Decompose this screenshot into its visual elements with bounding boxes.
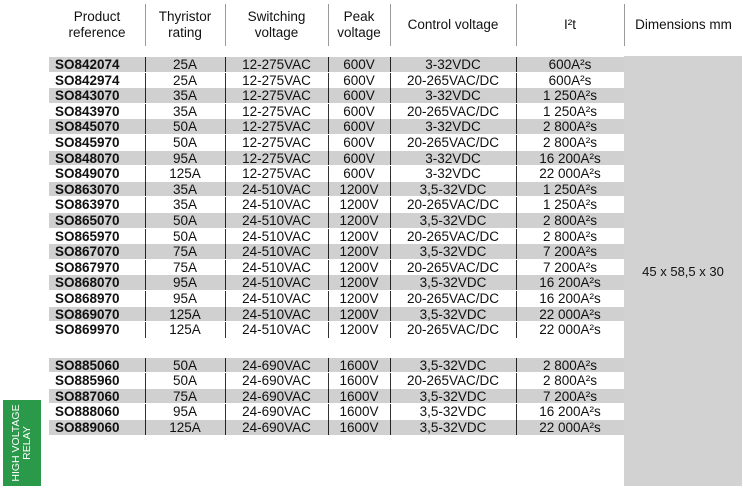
cell-control-voltage: 20-265VAC/DC xyxy=(406,290,500,306)
header-product-reference: Product reference xyxy=(68,9,126,40)
column-divider xyxy=(390,166,391,182)
cell-i2t: 2 800A²s xyxy=(542,357,598,373)
table-row xyxy=(49,260,624,276)
column-divider xyxy=(225,104,226,120)
table-row xyxy=(49,244,624,260)
cell-i2t: 1 250A²s xyxy=(542,103,598,119)
column-divider xyxy=(328,88,329,104)
table-row xyxy=(49,358,624,374)
cell-product-reference: SO869070 xyxy=(55,306,120,322)
cell-thyristor-rating: 50A xyxy=(172,228,198,244)
cell-product-reference: SO863070 xyxy=(55,181,120,197)
cell-switching-voltage: 24-510VAC xyxy=(242,197,311,213)
column-divider xyxy=(516,213,517,229)
cell-thyristor-rating: 125A xyxy=(169,322,201,338)
cell-thyristor-rating: 125A xyxy=(169,306,201,322)
cell-peak-voltage: 1600V xyxy=(339,420,379,436)
table-row xyxy=(49,119,624,135)
cell-control-voltage: 3,5-32VDC xyxy=(419,212,487,228)
cell-peak-voltage: 600V xyxy=(343,166,375,182)
cell-switching-voltage: 24-510VAC xyxy=(242,244,311,260)
cell-control-voltage: 3-32VDC xyxy=(425,119,481,135)
column-divider xyxy=(328,151,329,167)
column-divider xyxy=(225,135,226,151)
cell-thyristor-rating: 75A xyxy=(172,244,198,260)
column-divider xyxy=(390,420,391,436)
cell-switching-voltage: 12-275VAC xyxy=(242,103,311,119)
cell-peak-voltage: 1600V xyxy=(339,388,379,404)
column-divider xyxy=(390,244,391,260)
cell-i2t: 1 250A²s xyxy=(542,181,598,197)
column-divider xyxy=(145,322,146,338)
cell-product-reference: SO887060 xyxy=(55,388,120,404)
column-divider xyxy=(225,151,226,167)
header-dimensions: Dimensions mm xyxy=(635,17,732,32)
column-divider xyxy=(145,260,146,276)
column-divider xyxy=(225,73,226,89)
cell-control-voltage: 20-265VAC/DC xyxy=(406,322,500,338)
column-divider xyxy=(328,389,329,405)
cell-product-reference: SO843070 xyxy=(55,88,120,104)
cell-product-reference: SO843970 xyxy=(55,103,120,119)
table-row xyxy=(49,229,624,245)
cell-peak-voltage: 1200V xyxy=(339,244,379,260)
cell-thyristor-rating: 95A xyxy=(172,150,198,166)
cell-control-voltage: 20-265VAC/DC xyxy=(406,134,500,150)
column-divider xyxy=(145,291,146,307)
column-divider xyxy=(225,420,226,436)
cell-thyristor-rating: 50A xyxy=(172,119,198,135)
cell-i2t: 16 200A²s xyxy=(539,404,601,420)
cell-peak-voltage: 1200V xyxy=(339,290,379,306)
cell-thyristor-rating: 95A xyxy=(172,275,198,291)
column-divider xyxy=(390,119,391,135)
cell-product-reference: SO849070 xyxy=(55,166,120,182)
column-divider xyxy=(328,275,329,291)
cell-i2t: 600A²s xyxy=(548,57,592,72)
header-thyristor-rating: Thyristor rating xyxy=(158,9,212,40)
cell-product-reference: SO888060 xyxy=(55,404,120,420)
column-divider xyxy=(390,389,391,405)
column-divider xyxy=(225,404,226,420)
cell-control-voltage: 20-265VAC/DC xyxy=(406,197,500,213)
column-divider xyxy=(225,57,226,73)
cell-i2t: 22 000A²s xyxy=(539,166,601,182)
column-divider xyxy=(390,322,391,338)
column-divider xyxy=(516,404,517,420)
cell-thyristor-rating: 35A xyxy=(172,88,198,104)
column-divider xyxy=(516,307,517,323)
cell-control-voltage: 3,5-32VDC xyxy=(419,275,487,291)
table-row xyxy=(49,404,624,420)
cell-control-voltage: 3-32VDC xyxy=(425,88,481,104)
cell-thyristor-rating: 50A xyxy=(172,134,198,150)
column-divider xyxy=(516,73,517,89)
table-row xyxy=(49,389,624,405)
column-divider xyxy=(225,119,226,135)
cell-thyristor-rating: 75A xyxy=(172,259,198,275)
cell-thyristor-rating: 50A xyxy=(172,212,198,228)
cell-switching-voltage: 24-690VAC xyxy=(242,388,311,404)
column-divider xyxy=(225,88,226,104)
cell-switching-voltage: 24-510VAC xyxy=(242,322,311,338)
column-divider xyxy=(328,260,329,276)
cell-thyristor-rating: 50A xyxy=(172,373,198,389)
badge-line-2: RELAY xyxy=(21,426,33,460)
column-divider xyxy=(516,88,517,104)
column-divider xyxy=(225,358,226,374)
cell-i2t: 7 200A²s xyxy=(542,388,598,404)
cell-thyristor-rating: 50A xyxy=(172,357,198,373)
cell-switching-voltage: 12-275VAC xyxy=(242,119,311,135)
table-row xyxy=(49,197,624,213)
cell-product-reference: SO868970 xyxy=(55,290,120,306)
high-voltage-relay-label xyxy=(11,404,33,481)
cell-thyristor-rating: 125A xyxy=(169,166,201,182)
cell-control-voltage: 20-265VAC/DC xyxy=(406,228,500,244)
cell-thyristor-rating: 35A xyxy=(172,103,198,119)
cell-product-reference: SO867070 xyxy=(55,244,120,260)
column-divider xyxy=(225,373,226,389)
cell-switching-voltage: 24-690VAC xyxy=(242,404,311,420)
high-voltage-relay-badge xyxy=(3,400,41,486)
cell-control-voltage: 20-265VAC/DC xyxy=(406,103,500,119)
header-peak-voltage: Peak voltage xyxy=(337,9,381,40)
column-divider xyxy=(328,229,329,245)
cell-switching-voltage: 12-275VAC xyxy=(242,72,311,88)
cell-thyristor-rating: 35A xyxy=(172,197,198,213)
cell-peak-voltage: 600V xyxy=(343,57,375,72)
header-switching-voltage: Switching voltage xyxy=(247,9,306,40)
column-divider xyxy=(516,119,517,135)
cell-control-voltage: 3-32VDC xyxy=(425,166,481,182)
column-divider xyxy=(516,291,517,307)
cell-control-voltage: 3,5-32VDC xyxy=(419,306,487,322)
cell-control-voltage: 3,5-32VDC xyxy=(419,404,487,420)
cell-product-reference: SO869970 xyxy=(55,322,120,338)
column-divider xyxy=(225,182,226,198)
column-divider xyxy=(145,307,146,323)
cell-peak-voltage: 600V xyxy=(343,88,375,104)
column-divider xyxy=(328,182,329,198)
column-divider xyxy=(390,291,391,307)
column-divider xyxy=(516,229,517,245)
column-divider xyxy=(328,213,329,229)
cell-product-reference: SO868070 xyxy=(55,275,120,291)
column-divider xyxy=(390,197,391,213)
column-divider xyxy=(390,213,391,229)
column-divider xyxy=(225,229,226,245)
cell-peak-voltage: 600V xyxy=(343,72,375,88)
cell-peak-voltage: 600V xyxy=(343,103,375,119)
column-divider xyxy=(516,166,517,182)
cell-switching-voltage: 12-275VAC xyxy=(242,150,311,166)
column-divider xyxy=(390,135,391,151)
column-divider xyxy=(516,57,517,73)
cell-product-reference: SO863970 xyxy=(55,197,120,213)
column-divider xyxy=(328,322,329,338)
cell-switching-voltage: 24-510VAC xyxy=(242,275,311,291)
column-divider xyxy=(145,244,146,260)
cell-i2t: 16 200A²s xyxy=(539,275,601,291)
cell-control-voltage: 3,5-32VDC xyxy=(419,388,487,404)
cell-control-voltage: 3-32VDC xyxy=(425,57,481,72)
table-row xyxy=(49,88,624,104)
column-divider xyxy=(225,213,226,229)
column-divider xyxy=(390,182,391,198)
table-row xyxy=(49,166,624,182)
header-control-voltage: Control voltage xyxy=(407,17,499,32)
column-divider xyxy=(145,166,146,182)
cell-peak-voltage: 1200V xyxy=(339,228,379,244)
cell-control-voltage: 3-32VDC xyxy=(425,150,481,166)
cell-product-reference: SO885960 xyxy=(55,373,120,389)
cell-switching-voltage: 24-690VAC xyxy=(242,373,311,389)
table-row xyxy=(49,104,624,120)
column-divider xyxy=(390,57,391,73)
column-divider xyxy=(225,322,226,338)
header-i2t: I²t xyxy=(564,17,576,32)
cell-thyristor-rating: 25A xyxy=(172,57,198,72)
cell-thyristor-rating: 125A xyxy=(169,420,201,436)
cell-switching-voltage: 24-510VAC xyxy=(242,181,311,197)
cell-peak-voltage: 1200V xyxy=(339,322,379,338)
cell-switching-voltage: 12-275VAC xyxy=(242,88,311,104)
column-divider xyxy=(328,244,329,260)
column-divider xyxy=(145,182,146,198)
column-divider xyxy=(328,420,329,436)
column-divider xyxy=(390,88,391,104)
column-divider xyxy=(145,213,146,229)
table-row xyxy=(49,373,624,389)
table-row xyxy=(49,322,624,338)
cell-product-reference: SO845970 xyxy=(55,134,120,150)
column-divider xyxy=(225,260,226,276)
column-divider xyxy=(328,358,329,374)
column-divider xyxy=(390,151,391,167)
cell-i2t: 2 800A²s xyxy=(542,119,598,135)
cell-peak-voltage: 1600V xyxy=(339,404,379,420)
dimensions-cell xyxy=(624,56,742,486)
column-divider xyxy=(145,135,146,151)
cell-product-reference: SO865070 xyxy=(55,212,120,228)
column-divider xyxy=(390,229,391,245)
cell-control-voltage: 3,5-32VDC xyxy=(419,357,487,373)
column-divider xyxy=(390,404,391,420)
cell-switching-voltage: 24-510VAC xyxy=(242,259,311,275)
column-divider xyxy=(145,197,146,213)
cell-switching-voltage: 24-510VAC xyxy=(242,306,311,322)
cell-switching-voltage: 24-690VAC xyxy=(242,357,311,373)
column-divider xyxy=(328,104,329,120)
column-divider xyxy=(390,73,391,89)
column-divider xyxy=(390,104,391,120)
cell-peak-voltage: 1600V xyxy=(339,373,379,389)
column-divider xyxy=(516,373,517,389)
column-divider xyxy=(145,358,146,374)
cell-switching-voltage: 12-275VAC xyxy=(242,57,311,72)
cell-i2t: 16 200A²s xyxy=(539,150,601,166)
column-divider xyxy=(225,244,226,260)
table-row xyxy=(49,213,624,229)
cell-i2t: 2 800A²s xyxy=(542,134,598,150)
cell-product-reference: SO845070 xyxy=(55,119,120,135)
cell-peak-voltage: 600V xyxy=(343,119,375,135)
column-divider xyxy=(145,57,146,73)
group-spacer xyxy=(49,338,624,358)
column-divider xyxy=(328,166,329,182)
column-divider xyxy=(225,291,226,307)
column-divider xyxy=(225,275,226,291)
cell-thyristor-rating: 35A xyxy=(172,181,198,197)
column-divider xyxy=(516,275,517,291)
cell-switching-voltage: 24-510VAC xyxy=(242,228,311,244)
cell-product-reference: SO842074 xyxy=(55,57,120,72)
cell-thyristor-rating: 75A xyxy=(172,388,198,404)
cell-i2t: 22 000A²s xyxy=(539,420,601,436)
table-row xyxy=(49,307,624,323)
column-divider xyxy=(390,260,391,276)
cell-product-reference: SO848070 xyxy=(55,150,120,166)
cell-product-reference: SO885060 xyxy=(55,357,120,373)
cell-control-voltage: 3,5-32VDC xyxy=(419,244,487,260)
cell-thyristor-rating: 95A xyxy=(172,290,198,306)
cell-product-reference: SO865970 xyxy=(55,228,120,244)
cell-i2t: 2 800A²s xyxy=(542,228,598,244)
column-divider xyxy=(328,291,329,307)
cell-peak-voltage: 1600V xyxy=(339,357,379,373)
cell-control-voltage: 20-265VAC/DC xyxy=(406,259,500,275)
column-divider xyxy=(225,389,226,405)
column-divider xyxy=(145,88,146,104)
column-divider xyxy=(328,373,329,389)
badge-line-1: HIGH VOLTAGE xyxy=(10,404,22,482)
column-divider xyxy=(328,119,329,135)
column-divider xyxy=(516,151,517,167)
column-divider xyxy=(390,358,391,374)
column-divider xyxy=(145,119,146,135)
cell-i2t: 7 200A²s xyxy=(542,259,598,275)
cell-peak-voltage: 600V xyxy=(343,134,375,150)
cell-peak-voltage: 1200V xyxy=(339,306,379,322)
cell-peak-voltage: 1200V xyxy=(339,181,379,197)
table-row xyxy=(49,151,624,167)
column-divider xyxy=(145,104,146,120)
column-divider xyxy=(225,307,226,323)
cell-switching-voltage: 24-510VAC xyxy=(242,212,311,228)
cell-control-voltage: 3,5-32VDC xyxy=(419,181,487,197)
column-divider xyxy=(390,275,391,291)
column-divider xyxy=(328,73,329,89)
cell-i2t: 1 250A²s xyxy=(542,88,598,104)
column-divider xyxy=(328,135,329,151)
column-divider xyxy=(516,182,517,198)
cell-product-reference: SO889060 xyxy=(55,420,120,436)
cell-i2t: 600A²s xyxy=(548,72,592,88)
cell-i2t: 22 000A²s xyxy=(539,306,601,322)
column-divider xyxy=(516,358,517,374)
column-divider xyxy=(225,197,226,213)
column-divider xyxy=(516,104,517,120)
cell-control-voltage: 20-265VAC/DC xyxy=(406,373,500,389)
column-divider xyxy=(145,389,146,405)
cell-i2t: 2 800A²s xyxy=(542,212,598,228)
column-divider xyxy=(145,404,146,420)
dimensions-value: 45 x 58,5 x 30 xyxy=(642,263,724,279)
table-row xyxy=(49,57,624,73)
column-divider xyxy=(145,373,146,389)
cell-peak-voltage: 1200V xyxy=(339,212,379,228)
cell-product-reference: SO867970 xyxy=(55,259,120,275)
column-divider xyxy=(516,420,517,436)
cell-switching-voltage: 12-275VAC xyxy=(242,134,311,150)
cell-i2t: 16 200A²s xyxy=(539,290,601,306)
cell-i2t: 22 000A²s xyxy=(539,322,601,338)
cell-i2t: 2 800A²s xyxy=(542,373,598,389)
column-divider xyxy=(145,151,146,167)
cell-thyristor-rating: 25A xyxy=(172,72,198,88)
cell-control-voltage: 20-265VAC/DC xyxy=(406,72,500,88)
column-divider xyxy=(390,307,391,323)
cell-i2t: 1 250A²s xyxy=(542,197,598,213)
cell-i2t: 7 200A²s xyxy=(542,244,598,260)
column-divider xyxy=(516,135,517,151)
table-row xyxy=(49,275,624,291)
column-divider xyxy=(516,322,517,338)
cell-peak-voltage: 1200V xyxy=(339,197,379,213)
table-row xyxy=(49,182,624,198)
column-divider xyxy=(516,197,517,213)
product-table xyxy=(49,57,624,436)
column-divider xyxy=(145,73,146,89)
cell-switching-voltage: 24-510VAC xyxy=(242,290,311,306)
table-row xyxy=(49,73,624,89)
column-divider xyxy=(328,57,329,73)
column-divider xyxy=(145,229,146,245)
cell-product-reference: SO842974 xyxy=(55,72,120,88)
cell-switching-voltage: 24-690VAC xyxy=(242,420,311,436)
table-row xyxy=(49,420,624,436)
cell-thyristor-rating: 95A xyxy=(172,404,198,420)
column-divider xyxy=(225,166,226,182)
column-divider xyxy=(516,389,517,405)
column-divider xyxy=(328,404,329,420)
cell-peak-voltage: 600V xyxy=(343,150,375,166)
column-divider xyxy=(516,244,517,260)
column-divider xyxy=(516,260,517,276)
column-divider xyxy=(145,275,146,291)
column-divider xyxy=(328,307,329,323)
column-divider xyxy=(390,373,391,389)
table-row xyxy=(49,135,624,151)
column-divider xyxy=(145,420,146,436)
table-row xyxy=(49,291,624,307)
column-divider xyxy=(328,197,329,213)
cell-control-voltage: 3,5-32VDC xyxy=(419,420,487,436)
cell-switching-voltage: 12-275VAC xyxy=(242,166,311,182)
cell-peak-voltage: 1200V xyxy=(339,275,379,291)
cell-peak-voltage: 1200V xyxy=(339,259,379,275)
